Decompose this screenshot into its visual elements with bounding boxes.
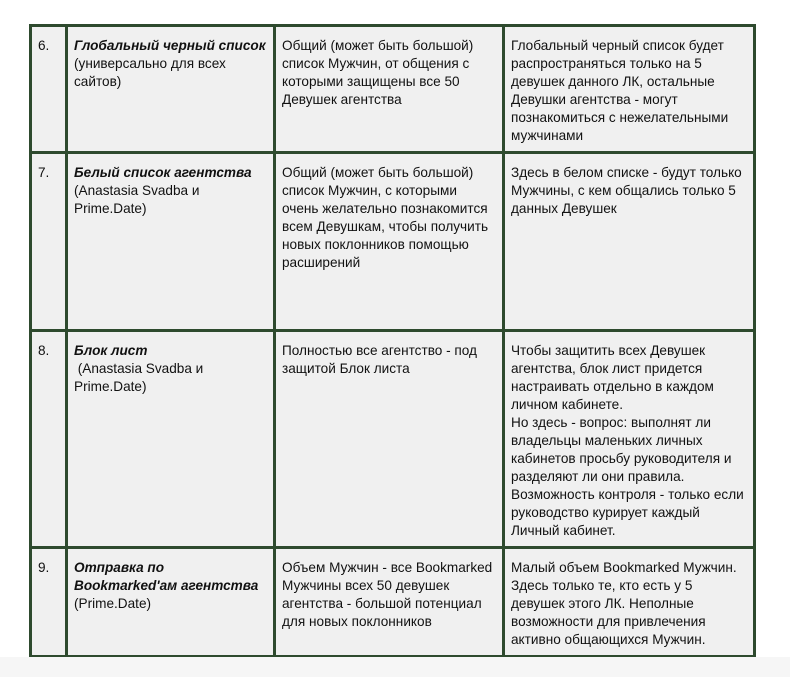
row-number: 8. — [31, 331, 67, 548]
feature-name: Отправка по Bookmarked'ам агентства — [74, 560, 259, 593]
table-row — [31, 548, 755, 657]
cabinet-cell: Здесь в белом списке - будут только Мужчины, с кем общались только 5 данных Девушек — [504, 153, 755, 331]
cabinet-paragraph: Но здесь - вопрос: выполнят ли владельцы маленьких личных кабинетов просьбу руководителя и разделяют ли они правила. — [511, 415, 732, 484]
agency-cell: Объем Мужчин - все Bookmarked Мужчины всех 50 девушек агентства - большой потенциал для новых поклонников — [275, 548, 504, 657]
feature-name: Глобальный черный список — [74, 38, 266, 53]
row-number: 6. — [31, 26, 67, 153]
comparison-table — [29, 24, 756, 658]
cabinet-cell: Малый объем Bookmarked Мужчин. Здесь только те, кто есть у 5 девушек этого ЛК. Неполные возможности для привлечения активно общающихся Мужчин. — [504, 548, 755, 657]
cabinet-paragraph: Возможность контроля - только если руководство курирует каждый Личный кабинет. — [511, 487, 744, 538]
table-row — [31, 331, 755, 548]
feature-scope: (Anastasia Svadba и Prime.Date) — [74, 183, 200, 216]
cabinet-paragraph: Чтобы защитить всех Девушек агентства, блок лист придется настраивать отдельно в каждом личном кабинете. — [511, 343, 714, 412]
agency-cell: Общий (может быть большой) список Мужчин, с которыми очень желательно познакомится всем Девушкам, чтобы получить новых поклонников помощью расширений — [275, 153, 504, 331]
feature-cell — [67, 331, 275, 548]
bottom-band — [0, 657, 790, 677]
row-number: 7. — [31, 153, 67, 331]
feature-scope: (Prime.Date) — [74, 596, 152, 611]
feature-scope: (Anastasia Svadba и Prime.Date) — [74, 361, 208, 394]
table-row — [31, 153, 755, 331]
feature-cell — [67, 548, 275, 657]
cabinet-cell — [504, 331, 755, 548]
feature-name: Блок лист — [74, 343, 148, 358]
agency-cell: Полностью все агентство - под защитой Блок листа — [275, 331, 504, 548]
feature-name: Белый список агентства — [74, 165, 252, 180]
table-row — [31, 26, 755, 153]
feature-cell — [67, 26, 275, 153]
cabinet-cell: Глобальный черный список будет распространяться только на 5 девушек данного ЛК, остальные Девушки агентства - могут познакомиться с нежелательными мужчинами — [504, 26, 755, 153]
row-number: 9. — [31, 548, 67, 657]
feature-scope: (универсально для всех сайтов) — [74, 56, 226, 89]
feature-cell — [67, 153, 275, 331]
agency-cell: Общий (может быть большой) список Мужчин, от общения с которыми защищены все 50 Девушек агентства — [275, 26, 504, 153]
